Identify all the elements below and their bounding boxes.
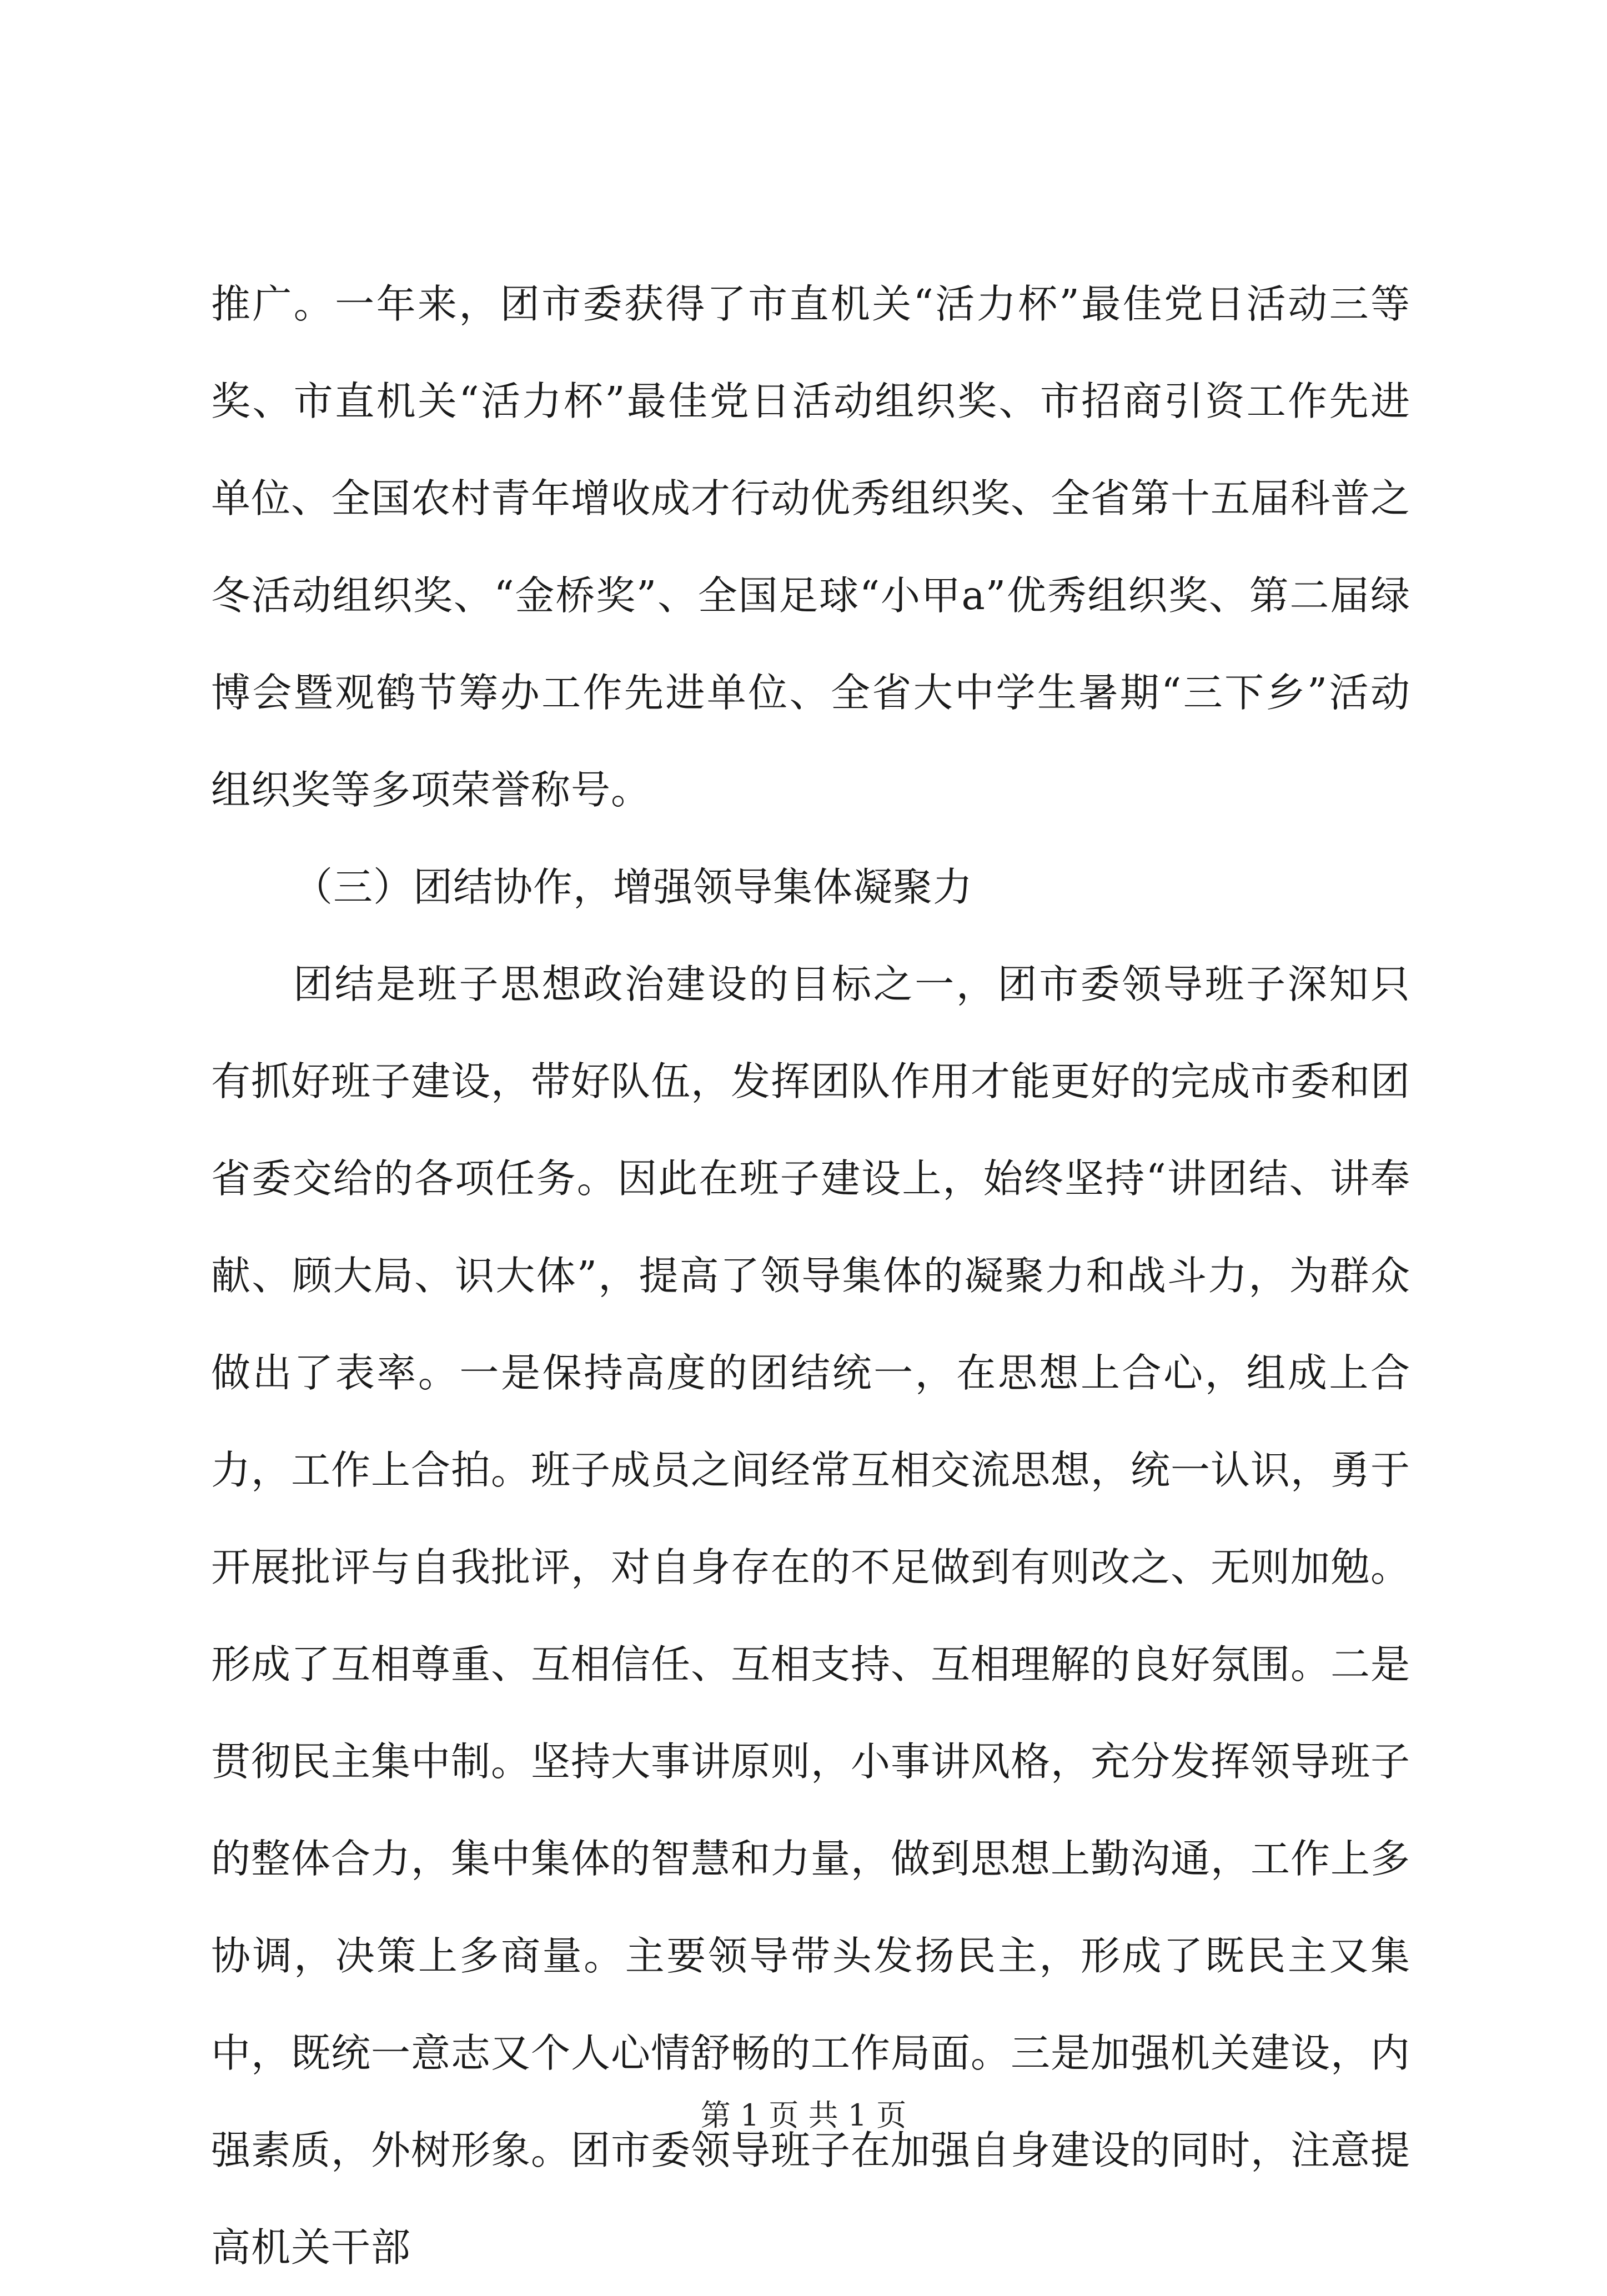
paragraph-unity: 团结是班子思想政治建设的目标之一，团市委领导班子深知只有抓好班子建设，带好队伍，发挥团队作用才能更好的完成市委和团省委交给的各项任务。因此在班子建设上，始终坚持“讲团结、讲奉献、顾大局、识大体”，提高了领导集体的凝聚力和战斗力，为群众做出了表率。一是保持高度的团结统一，在思想上合心，组成上合力，工作上合拍。班子成员之间经常互相交流思想，统一认识，勇于开展批评与自我批评，对自身存在的不足做到有则改之、无则加勉。形成了互相尊重、互相信任、互相支持、互相理解的良好氛围。二是贯彻民主集中制。坚持大事讲原则，小事讲风格，充分发挥领导班子的整体合力，集中集体的智慧和力量，做到思想上勤沟通，工作上多协调，决策上多商量。主要领导带头发扬民主，形成了既民主又集中，既统一意志又个人心情舒畅的工作局面。三是加强机关建设，内强素质，外树形象。团市委领导班子在加强自身建设的同时，注意提高机关干部 xyxy=(211,961,1411,2270)
paragraph-awards: 推广。一年来，团市委获得了市直机关“活力杯”最佳党日活动三等奖、市直机关“活力杯”最佳党日活动组织奖、市招商引资工作先进单位、全国农村青年增收成才行动优秀组织奖、全省第十五届科普之冬活动组织奖、“金桥奖”、全国足球“小甲a”优秀组织奖、第二届绿博会暨观鹤节筹办工作先进单位、全省大中学生暑期“三下乡”活动组织奖等多项荣誉称号。 xyxy=(211,281,1411,813)
section-heading: （三）团结协作，增强领导集体凝聚力 xyxy=(293,864,973,910)
page-footer: 第 1 页 共 1 页 xyxy=(700,2098,907,2133)
document-body xyxy=(211,255,1410,2296)
